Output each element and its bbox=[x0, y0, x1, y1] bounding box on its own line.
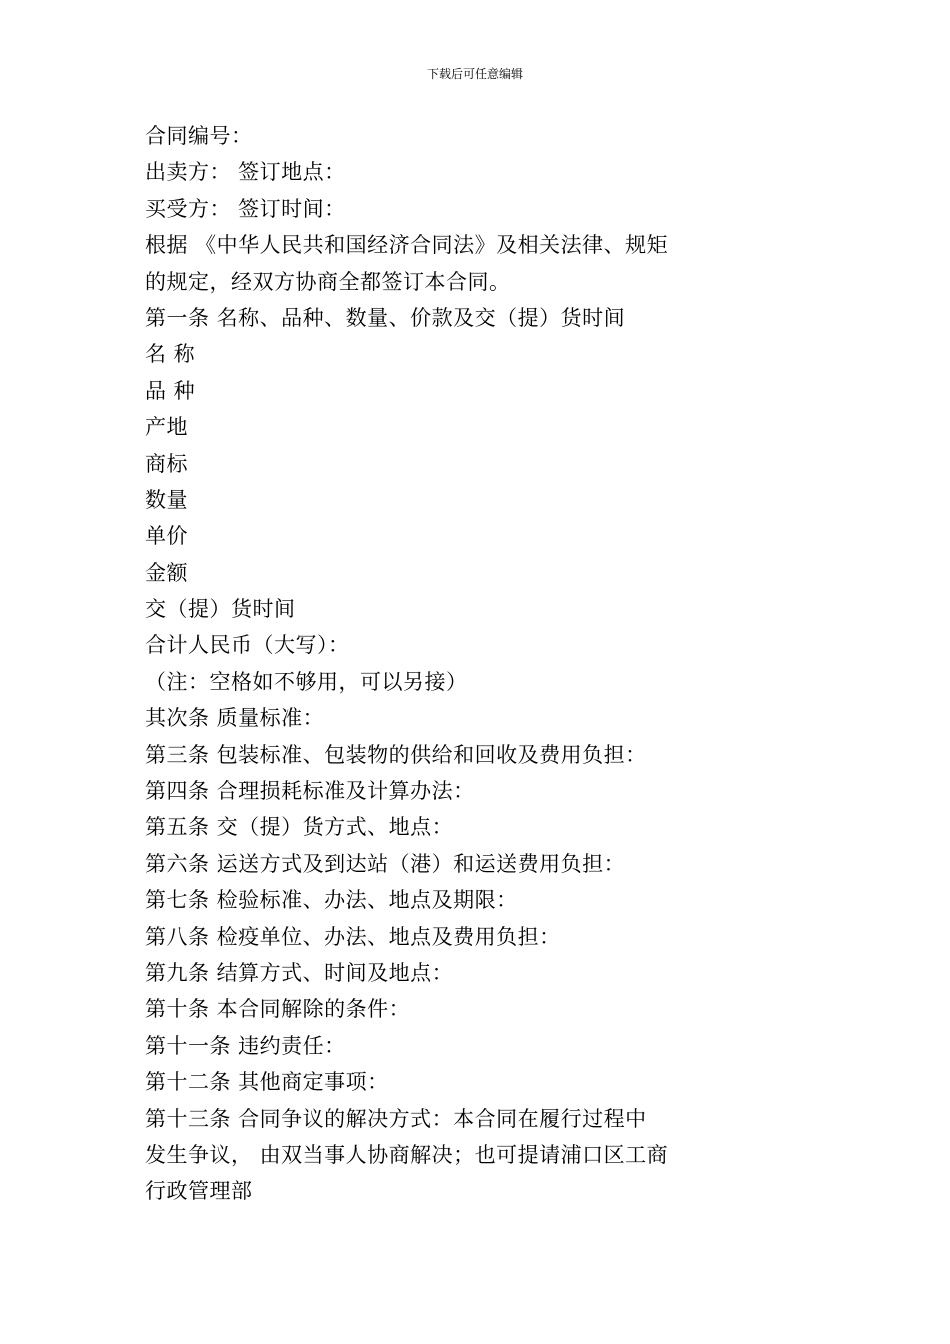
total-rmb-line: 合计人民币（大写）： bbox=[145, 633, 350, 658]
article-1-heading: 第一条 名称、品种、数量、价款及交（提）货时间 bbox=[145, 305, 626, 330]
article-2: 其次条 质量标准： bbox=[145, 706, 325, 731]
article-3: 第三条 包装标准、包装物的供给和回收及费用负担： bbox=[145, 742, 647, 767]
article-6: 第六条 运送方式及到达站（港）和运送费用负担： bbox=[145, 851, 626, 876]
article-9: 第九条 结算方式、时间及地点： bbox=[145, 960, 454, 985]
seller-line: 出卖方： 签订地点： bbox=[145, 160, 346, 185]
page-header-note: 下载后可任意编辑 bbox=[426, 67, 523, 81]
field-quantity: 数量 bbox=[145, 487, 188, 512]
contract-number-line: 合同编号： bbox=[145, 124, 253, 148]
article-11: 第十一条 违约责任： bbox=[145, 1033, 346, 1058]
buyer-line: 买受方： 签订时间： bbox=[145, 196, 346, 221]
field-variety: 品 种 bbox=[145, 378, 196, 403]
article-12: 第十二条 其他商定事项： bbox=[145, 1070, 389, 1095]
article-13-line-2: 发生争议， 由双当事人协商解决；也可提请浦口区工商 bbox=[145, 1142, 669, 1167]
article-4: 第四条 合理损耗标准及计算办法： bbox=[145, 779, 475, 804]
field-trademark: 商标 bbox=[145, 451, 188, 476]
article-13-line-3: 行政管理部 bbox=[145, 1179, 253, 1204]
preamble-line-1: 根据 《中华人民共和国经济合同法》及相关法律、规矩 bbox=[145, 233, 669, 258]
article-8: 第八条 检疫单位、办法、地点及费用负担： bbox=[145, 924, 561, 949]
article-10: 第十条 本合同解除的条件： bbox=[145, 997, 411, 1022]
field-unit-price: 单价 bbox=[145, 524, 188, 549]
note-line: （注：空格如不够用，可以另接） bbox=[145, 669, 468, 694]
article-13-line-1: 第十三条 合同争议的解决方式：本合同在履行过程中 bbox=[145, 1106, 647, 1131]
field-amount: 金额 bbox=[145, 560, 188, 585]
field-name: 名 称 bbox=[145, 342, 196, 367]
field-origin: 产地 bbox=[145, 415, 188, 440]
field-delivery-time: 交（提）货时间 bbox=[145, 597, 296, 622]
contract-body bbox=[145, 118, 705, 1210]
article-5: 第五条 交（提）货方式、地点： bbox=[145, 815, 454, 840]
article-7: 第七条 检验标准、办法、地点及期限： bbox=[145, 888, 518, 913]
preamble-line-2: 的规定，经双方协商全都签订本合同。 bbox=[145, 269, 511, 294]
